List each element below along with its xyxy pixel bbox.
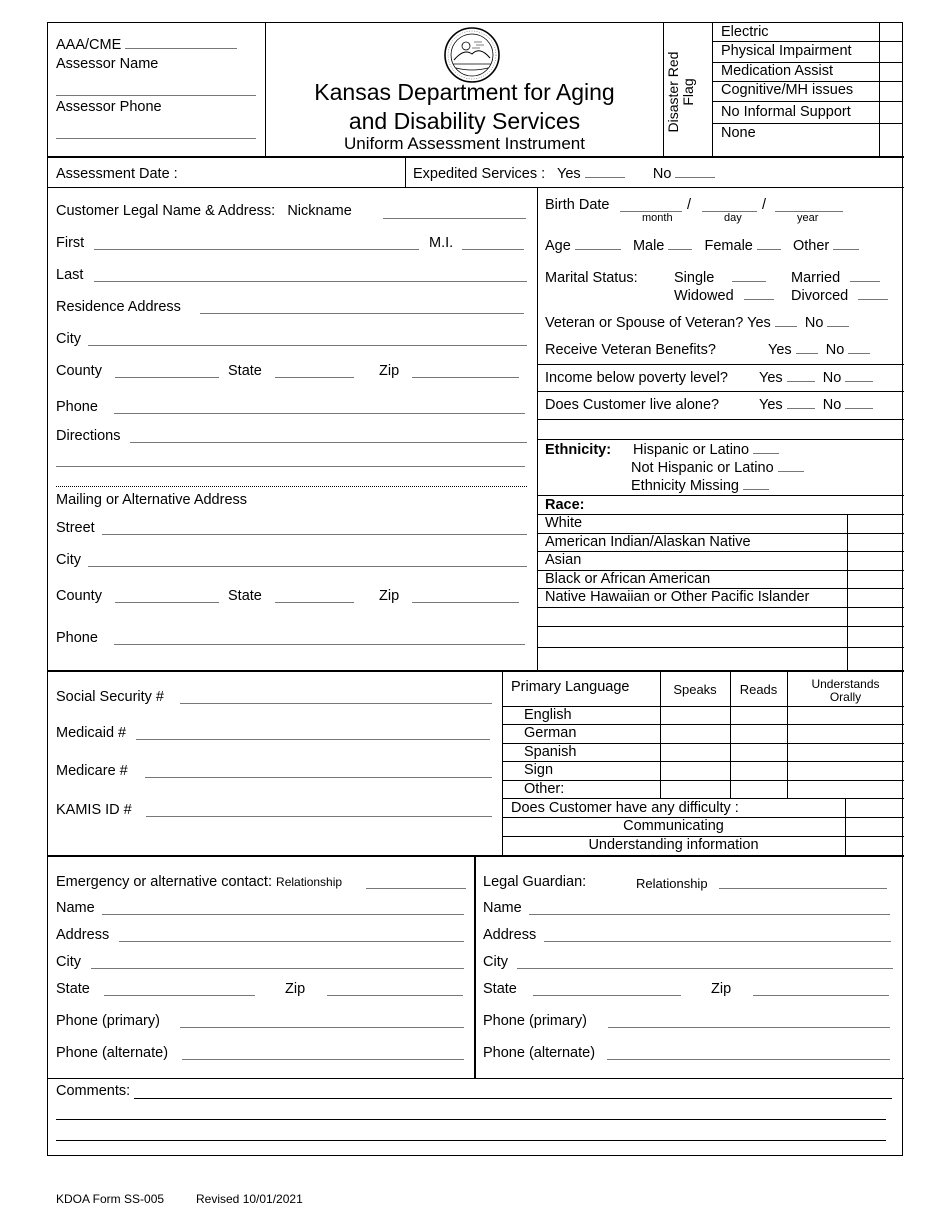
assessment-form: AAA/CME Assessor Name Assessor Phone Kansas Department for Aging and Disability Services Uniform Assessment Instrument Disaster Red Flag Electric Physical Impairment Medication Assist Cognitive/MH issues No Informal Support None Assessment Date : Expedited Services : Yes No Customer Legal Name & Address: Nickname First M.I. Last Residence Address City County State Zip Phone Directions Mailing or Alternative Address Street City County State Zip Phone Birth Date / / month day year Age Male Female Other Marital Status: Single Married Widowed Divorced Veteran or Spouse of Veteran? Yes No Receive Veteran Benefits? Yes No Income below poverty level? Yes No Does Customer live alone? Yes No Ethnicity: Hispanic or Latino Not Hispanic or Latino Ethnicity Missing Race: White American Indian/Alaskan Native Asian Black or African American Native Hawaiian or Other Pacific Islander Social Security # Medicaid # Medicare # KAMIS ID # Primary Language Speaks Reads Understands Orally English German Spanish Sign Other: Does Customer have any difficulty : Communicating Understanding information Emergency or alternative contact: Relationship Name Address City State Zip Phone (primary) Phone (alternate) Legal Guardian: Relationship Name Address City State Zip Phone (primary) Phone (alternate) Comments: — [47, 22, 903, 1156]
guardian-phone-primary-field[interactable] — [608, 1027, 890, 1028]
mailing-zip-field[interactable] — [412, 602, 519, 603]
mailing-county-field[interactable] — [115, 602, 219, 603]
title-line-2: and Disability Services — [348, 108, 581, 134]
ssn-field[interactable] — [180, 703, 492, 704]
guardian-address-label: Address — [483, 927, 537, 943]
ethnicity-not-hispanic-field[interactable] — [778, 461, 804, 472]
month-caption: month — [642, 212, 673, 224]
mi-label: M.I. — [429, 235, 454, 251]
race-american-indian: American Indian/Alaskan Native — [545, 534, 751, 550]
language-spanish: Spanish — [524, 744, 577, 760]
aaa-cme-field[interactable] — [125, 38, 237, 49]
emergency-phone-alternate-label: Phone (alternate) — [56, 1045, 169, 1061]
comments-field-1[interactable] — [134, 1098, 892, 1099]
assessor-name-label: Assessor Name — [56, 56, 159, 72]
county-label: County — [56, 363, 102, 379]
guardian-state-label: State — [483, 981, 517, 997]
mailing-city-field[interactable] — [88, 566, 527, 567]
poverty-yes-field[interactable] — [787, 371, 815, 382]
ethnicity-hispanic-field[interactable] — [753, 443, 779, 454]
ssn-label: Social Security # — [56, 689, 164, 705]
directions-field-2[interactable] — [56, 466, 525, 467]
guardian-heading: Legal Guardian: — [483, 874, 587, 890]
flag-option-medication: Medication Assist — [721, 63, 834, 79]
residence-label: Residence Address — [56, 299, 181, 315]
revised-date: Revised 10/01/2021 — [196, 1192, 303, 1206]
guardian-name-field[interactable] — [529, 914, 890, 915]
guardian-phone-alternate-label: Phone (alternate) — [483, 1045, 596, 1061]
race-white: White — [545, 515, 583, 531]
first-name-field[interactable] — [94, 249, 419, 250]
mailing-city-label: City — [56, 552, 81, 568]
guardian-address-field[interactable] — [544, 941, 891, 942]
phone-label: Phone — [56, 399, 98, 415]
language-german: German — [524, 725, 577, 741]
emergency-name-field[interactable] — [102, 914, 464, 915]
understands-header: Understands Orally — [811, 677, 880, 704]
kamis-label: KAMIS ID # — [56, 802, 132, 818]
benefits-question: Receive Veteran Benefits? — [545, 342, 716, 358]
widowed-label: Widowed — [674, 288, 774, 304]
emergency-heading: Emergency or alternative contact: Relationship — [56, 874, 343, 890]
divorced-label: Divorced — [791, 288, 888, 304]
age-field[interactable] — [575, 239, 621, 250]
mailing-phone-label: Phone — [56, 630, 98, 646]
benefits-answers: Yes No — [768, 342, 870, 358]
single-field[interactable] — [732, 271, 766, 282]
male-field[interactable] — [668, 239, 692, 250]
veteran-yes-field[interactable] — [775, 316, 797, 327]
difficulty-question: Does Customer have any difficulty : — [511, 800, 739, 816]
race-native-hawaiian: Native Hawaiian or Other Pacific Islander — [545, 589, 810, 605]
medicaid-field[interactable] — [136, 739, 490, 740]
widowed-field[interactable] — [744, 289, 774, 300]
state-label: State — [228, 363, 262, 379]
mailing-state-field[interactable] — [275, 602, 354, 603]
nickname-field[interactable] — [383, 218, 526, 219]
flag-option-physical: Physical Impairment — [721, 43, 852, 59]
ethnicity-not-hispanic: Not Hispanic or Latino — [631, 460, 804, 476]
emergency-address-field[interactable] — [119, 941, 464, 942]
street-field[interactable] — [102, 534, 527, 535]
assessor-name-field[interactable] — [56, 95, 256, 96]
zip-label: Zip — [379, 363, 400, 379]
last-name-label: Last — [56, 267, 84, 283]
guardian-relationship-field[interactable] — [719, 888, 887, 889]
customer-heading: Customer Legal Name & Address: Nickname — [56, 203, 352, 219]
comments-field-2[interactable] — [56, 1119, 886, 1120]
guardian-phone-primary-label: Phone (primary) — [483, 1013, 587, 1029]
county-field[interactable] — [115, 377, 219, 378]
city-field[interactable] — [88, 345, 527, 346]
emergency-phone-primary-field[interactable] — [180, 1027, 464, 1028]
guardian-city-label: City — [483, 954, 508, 970]
form-subtitle: Uniform Assessment Instrument — [344, 134, 585, 153]
poverty-answers: Yes No — [759, 370, 873, 386]
alone-yes-field[interactable] — [787, 398, 815, 409]
divorced-field[interactable] — [858, 289, 888, 300]
mailing-phone-field[interactable] — [114, 644, 525, 645]
primary-language-header: Primary Language — [511, 679, 630, 695]
alone-answers: Yes No — [759, 397, 873, 413]
medicare-label: Medicare # — [56, 763, 128, 779]
mailing-heading: Mailing or Alternative Address — [56, 492, 248, 508]
married-field[interactable] — [850, 271, 880, 282]
first-name-label: First — [56, 235, 85, 251]
comments-field-3[interactable] — [56, 1140, 886, 1141]
difficulty-communicating: Communicating — [623, 818, 724, 834]
residence-field[interactable] — [200, 313, 524, 314]
guardian-zip-label: Zip — [711, 981, 732, 997]
guardian-zip-field[interactable] — [753, 995, 889, 996]
emergency-zip-label: Zip — [285, 981, 306, 997]
year-caption: year — [797, 212, 819, 224]
mi-field[interactable] — [462, 249, 524, 250]
race-label: Race: — [545, 497, 585, 513]
directions-field[interactable] — [130, 442, 527, 443]
poverty-no-field[interactable] — [845, 371, 873, 382]
zip-field[interactable] — [412, 377, 519, 378]
birth-date-label: Birth Date — [545, 197, 610, 213]
assessment-date-label: Assessment Date : — [56, 166, 178, 182]
ethnicity-missing-field[interactable] — [743, 479, 769, 490]
speaks-header: Speaks — [673, 682, 717, 697]
flag-option-electric: Electric — [721, 24, 769, 40]
age-gender-row: Age Male Female Other — [545, 238, 859, 254]
ethnicity-hispanic: Hispanic or Latino — [633, 442, 779, 458]
assessor-phone-field[interactable] — [56, 138, 256, 139]
reads-header: Reads — [739, 682, 778, 697]
veteran-no-field[interactable] — [827, 316, 849, 327]
emergency-phone-alternate-field[interactable] — [182, 1059, 464, 1060]
flag-option-none: None — [721, 125, 756, 141]
emergency-state-field[interactable] — [104, 995, 255, 996]
married-label: Married — [791, 270, 880, 286]
benefits-no-field[interactable] — [848, 343, 870, 354]
day-caption: day — [724, 212, 742, 224]
flag-option-no-support: No Informal Support — [721, 104, 851, 120]
language-sign: Sign — [524, 762, 554, 778]
form-id: KDOA Form SS-005 — [56, 1192, 165, 1206]
comments-label: Comments: — [56, 1083, 131, 1099]
language-other: Other: — [524, 781, 565, 797]
emergency-address-label: Address — [56, 927, 110, 943]
single-label: Single — [674, 270, 766, 286]
marital-status-label: Marital Status: — [545, 270, 638, 286]
street-label: Street — [56, 520, 95, 536]
state-field[interactable] — [275, 377, 354, 378]
ethnicity-missing: Ethnicity Missing — [631, 478, 769, 494]
emergency-city-field[interactable] — [91, 968, 464, 969]
language-english: English — [524, 707, 572, 723]
emergency-relationship-field[interactable] — [366, 888, 466, 889]
emergency-state-label: State — [56, 981, 90, 997]
guardian-state-field[interactable] — [533, 995, 681, 996]
mailing-state-label: State — [228, 588, 262, 604]
mailing-zip-label: Zip — [379, 588, 400, 604]
poverty-question: Income below poverty level? — [545, 370, 728, 386]
kamis-field[interactable] — [146, 816, 492, 817]
race-black: Black or African American — [545, 571, 711, 587]
alone-question: Does Customer live alone? — [545, 397, 720, 413]
alone-no-field[interactable] — [845, 398, 873, 409]
emergency-phone-primary-label: Phone (primary) — [56, 1013, 160, 1029]
ethnicity-label: Ethnicity: — [545, 442, 612, 458]
phone-field[interactable] — [114, 413, 525, 414]
aaa-cme-label: AAA/CME — [56, 37, 237, 53]
mailing-county-label: County — [56, 588, 102, 604]
other-gender-field[interactable] — [833, 239, 859, 250]
guardian-name-label: Name — [483, 900, 522, 916]
flag-option-cognitive: Cognitive/MH issues — [721, 82, 854, 98]
city-label: City — [56, 331, 81, 347]
last-name-field[interactable] — [94, 281, 527, 282]
medicaid-label: Medicaid # — [56, 725, 127, 741]
race-asian: Asian — [545, 552, 582, 568]
benefits-yes-field[interactable] — [796, 343, 818, 354]
assessor-phone-label: Assessor Phone — [56, 99, 162, 115]
guardian-relationship-label: Relationship — [636, 876, 708, 891]
guardian-city-field[interactable] — [517, 968, 893, 969]
expedited-no-field[interactable] — [675, 167, 715, 178]
title-line-1: Kansas Department for Aging — [314, 79, 615, 105]
expedited-services: Expedited Services : Yes No — [413, 166, 715, 182]
directions-label: Directions — [56, 428, 121, 444]
emergency-zip-field[interactable] — [327, 995, 463, 996]
disaster-red-flag-label: Disaster Red Flag — [665, 51, 696, 133]
expedited-yes-field[interactable] — [585, 167, 625, 178]
female-field[interactable] — [757, 239, 781, 250]
medicare-field[interactable] — [145, 777, 492, 778]
difficulty-understanding: Understanding information — [588, 837, 759, 853]
veteran-question: Veteran or Spouse of Veteran? Yes No — [545, 315, 849, 331]
guardian-phone-alternate-field[interactable] — [607, 1059, 890, 1060]
emergency-name-label: Name — [56, 900, 95, 916]
emergency-city-label: City — [56, 954, 81, 970]
